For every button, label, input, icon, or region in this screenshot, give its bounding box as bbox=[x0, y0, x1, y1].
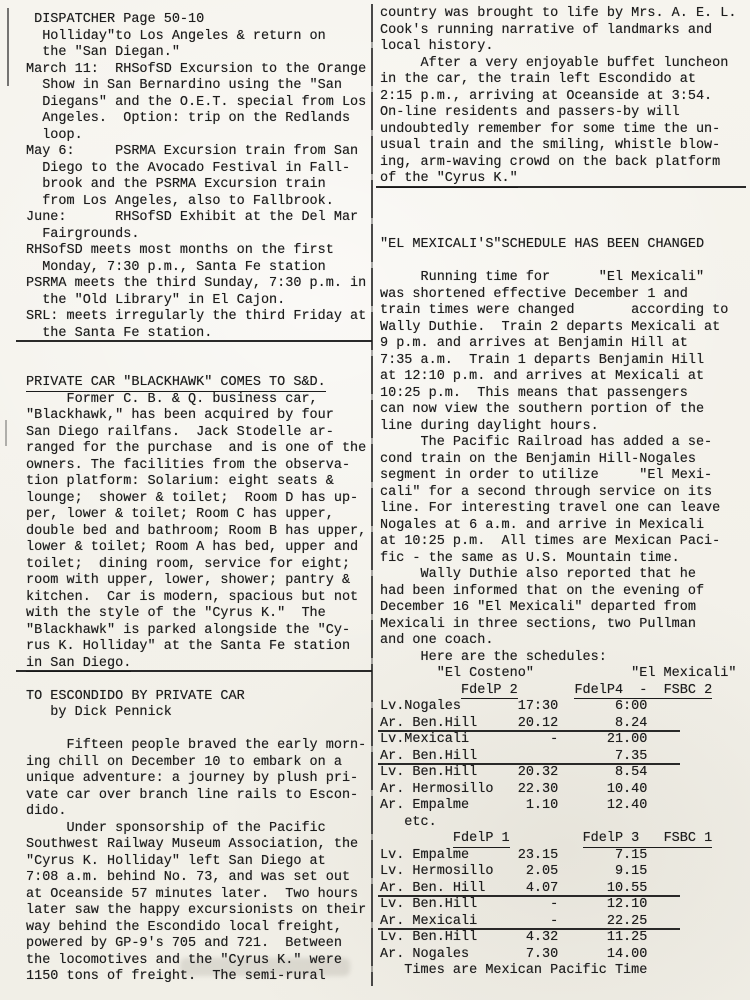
text-segment: "El Costeno" bbox=[436, 666, 534, 681]
text-line: Cook's running narrative of landmarks and bbox=[380, 22, 713, 38]
table-footer: Times are Mexican Pacific Time bbox=[380, 963, 648, 978]
text-line: line during daylight hours. bbox=[380, 418, 599, 434]
text-line: Mexicali in three sections, two Pullman bbox=[380, 616, 696, 632]
underlined-text: FdelP 1 bbox=[452, 831, 510, 846]
text-line: Fairgrounds. bbox=[26, 226, 140, 242]
text-line: with the style of the "Cyrus K." The bbox=[26, 606, 326, 621]
text-line: fic - the same as U.S. Mountain time. bbox=[380, 550, 680, 566]
schedule-row: Ar. Mexicali - 22.25 bbox=[380, 914, 746, 931]
schedule-table-return-trains bbox=[380, 831, 746, 980]
text-line: dido. bbox=[26, 804, 67, 819]
text-line: Under sponsorship of the Pacific bbox=[26, 820, 326, 836]
table-title-row bbox=[380, 666, 746, 683]
underlined-text: FdelP 3 FSBC 1 bbox=[582, 831, 713, 846]
underlined-text: FdelP4 - FSBC 2 bbox=[574, 682, 713, 698]
text-line: toilet; dining room, service for eight; bbox=[26, 556, 351, 572]
text-line: Holliday"to Los Angeles & return on bbox=[26, 28, 326, 44]
text-line: room with upper, lower, shower; pantry & bbox=[26, 573, 351, 588]
table-note: etc. bbox=[380, 814, 437, 830]
text-segment bbox=[534, 666, 631, 681]
text-line: Wally Duthie. Train 2 departs Mexicali at bbox=[380, 319, 721, 335]
text-line: owners. The facilities from the observa- bbox=[26, 457, 351, 473]
text-line bbox=[380, 171, 746, 188]
text-line: Nogales at 6 a.m. and arrive in Mexicali bbox=[380, 517, 705, 533]
text-line: June: RHSofSD Exhibit at the Del Mar bbox=[26, 210, 359, 225]
text-line: country was brought to life by Mrs. A. E. L. bbox=[380, 6, 737, 21]
text-segment: "El Mexicali" bbox=[631, 666, 737, 681]
text-line: "Blackhawk" is parked alongside the "Cy- bbox=[26, 622, 351, 638]
text-line: line. For interesting travel one can leave bbox=[380, 501, 721, 516]
text-line: December 16 "El Mexicali" departed from bbox=[380, 600, 696, 615]
text-line bbox=[26, 342, 372, 359]
text-line: segment in order to utilize "El Mexi- bbox=[380, 468, 713, 483]
text-line: later saw the happy excursionists on their bbox=[26, 903, 367, 918]
schedule-row: Ar. Ben.Hill 20.12 8.24 bbox=[380, 716, 746, 733]
underlined-text: FdelP 2 bbox=[461, 682, 518, 698]
text-line: Southwest Railway Museum Association, the bbox=[26, 837, 359, 852]
text-line: and one coach. bbox=[380, 633, 494, 648]
text-line: Here are the schedules: bbox=[380, 649, 607, 665]
text-line: San Diego railfans. Jack Stodelle ar- bbox=[26, 424, 334, 440]
text-line: from Los Angeles, also to Fallbrook. bbox=[26, 193, 334, 209]
schedule-row: Lv.Nogales 17:30 6:00 bbox=[380, 699, 648, 714]
text-line: at 12:10 p.m. and arrives at Mexicali at bbox=[380, 369, 705, 384]
table-header-row bbox=[380, 831, 746, 848]
text-line: Diego to the Avocado Festival in Fall- bbox=[26, 160, 351, 176]
text-line: 1150 tons of freight. The semi-rural bbox=[26, 969, 326, 984]
text-line bbox=[380, 221, 746, 238]
text-line: way behind the Escondido local freight, bbox=[26, 919, 342, 935]
text-line: the Santa Fe station. bbox=[26, 326, 372, 343]
text-line: cali" for a second through service on its bbox=[380, 484, 713, 500]
scan-artifact bbox=[7, 8, 9, 86]
text-line bbox=[380, 254, 746, 271]
right-column bbox=[380, 6, 746, 980]
text-line: 9 p.m. and arrives at Benjamin Hill at bbox=[380, 336, 688, 351]
underlined-text: of the "Cyrus K." bbox=[380, 171, 518, 186]
text-line: On-line residents and passers-by will bbox=[380, 105, 680, 120]
schedule-row: Ar. Ben.Hill 7.35 bbox=[380, 749, 746, 766]
text-line: usual train and the smiling, whistle blow- bbox=[380, 138, 721, 153]
text-line: Monday, 7:30 p.m., Santa Fe station bbox=[26, 259, 326, 275]
text-line: brook and the PSRMA Excursion train bbox=[26, 177, 326, 192]
section-heading: TO ESCONDIDO BY PRIVATE CAR bbox=[26, 688, 245, 704]
text-line: the "San Diegan." bbox=[26, 45, 180, 60]
text-line: the locomotives and the "Cyrus K." were bbox=[26, 952, 342, 968]
schedule-row: Lv.Mexicali - 21.00 bbox=[380, 732, 648, 747]
text-line bbox=[26, 722, 372, 739]
text-line: SRL: meets irregularly the third Friday at bbox=[26, 309, 367, 324]
text-line: train times were changed according to bbox=[380, 303, 729, 318]
text-line bbox=[380, 188, 746, 205]
text-line: "Blackhawk," has been acquired by four bbox=[26, 408, 334, 423]
text-line: at Oceanside 57 minutes later. Two hours bbox=[26, 886, 359, 902]
text-line: cond train on the Benjamin Hill-Nogales bbox=[380, 451, 696, 467]
text-line: lounge; shower & toilet; Room D has up- bbox=[26, 490, 359, 506]
text-line: Former C. B. & Q. business car, bbox=[26, 391, 318, 407]
text-line: kitchen. Car is modern, spacious but not bbox=[26, 589, 359, 605]
text-line bbox=[26, 359, 372, 376]
text-line: Angeles. Option: trip on the Redlands bbox=[26, 111, 351, 126]
text-line: powered by GP-9's 705 and 721. Between bbox=[26, 936, 342, 951]
schedule-row: Lv. Hermosillo 2.05 9.15 bbox=[380, 864, 648, 879]
text-line: vate car over branch line rails to Escon- bbox=[26, 787, 359, 803]
text-line: was shortened effective December 1 and bbox=[380, 286, 688, 302]
text-line: lower & toilet; Room A has bed, upper and bbox=[26, 540, 359, 555]
schedule-row: Lv. Empalme 23.15 7.15 bbox=[380, 847, 648, 863]
text-line: can now view the southern portion of the bbox=[380, 402, 705, 417]
schedule-row: Lv. Ben.Hill 4.32 11.25 bbox=[380, 930, 648, 945]
text-line bbox=[26, 672, 372, 689]
text-line bbox=[380, 204, 746, 221]
text-segment bbox=[380, 666, 437, 681]
text-line: PSRMA meets the third Sunday, 7:30 p.m. in bbox=[26, 276, 367, 291]
scan-artifact bbox=[5, 420, 7, 446]
text-line: local history. bbox=[380, 39, 494, 54]
schedule-row: Ar. Hermosillo 22.30 10.40 bbox=[380, 781, 648, 797]
section-heading bbox=[26, 375, 372, 392]
text-line: undoubtedly remember for some time the un- bbox=[380, 121, 721, 137]
schedule-table-el-costeno-el-mexicali bbox=[380, 666, 746, 831]
text-segment bbox=[518, 683, 575, 698]
text-line: After a very enjoyable buffet luncheon bbox=[380, 55, 729, 71]
text-line: ing chill on December 10 to embark on a bbox=[26, 754, 342, 770]
table-header-row bbox=[380, 683, 746, 700]
text-line: rus K. Holliday" at the Santa Fe station bbox=[26, 639, 351, 654]
text-line bbox=[26, 656, 372, 673]
text-line: Fifteen people braved the early morn- bbox=[26, 738, 367, 753]
text-segment bbox=[380, 683, 461, 698]
schedule-row: Lv. Ben.Hill - 12.10 bbox=[380, 897, 648, 912]
text-line: the "Old Library" in El Cajon. bbox=[26, 292, 286, 308]
text-line: in the car, the train left Escondido at bbox=[380, 72, 696, 87]
underlined-text: in San Diego. bbox=[26, 655, 132, 671]
text-line: tion platform: Solarium: eight seats & bbox=[26, 474, 334, 489]
text-line: May 6: PSRMA Excursion train from San bbox=[26, 144, 359, 159]
text-line: double bed and bathroom; Room B has upper, bbox=[26, 523, 367, 539]
text-line: March 11: RHSofSD Excursion to the Orange bbox=[26, 61, 367, 77]
text-line: 7:35 a.m. Train 1 departs Benjamin Hill bbox=[380, 352, 705, 368]
underlined-text: PRIVATE CAR "BLACKHAWK" COMES TO S&D. bbox=[26, 375, 326, 390]
text-line: Running time for "El Mexicali" bbox=[380, 270, 705, 285]
left-column bbox=[26, 12, 372, 986]
text-line: Wally Duthie also reported that he bbox=[380, 567, 696, 582]
schedule-row: Ar. Nogales 7.30 14.00 bbox=[380, 946, 648, 962]
text-line: ranged for the purchase and is one of the bbox=[26, 441, 367, 456]
text-line: Diegans" and the O.E.T. special from Los bbox=[26, 94, 367, 110]
text-line: loop. bbox=[26, 127, 83, 143]
text-line: 7:08 a.m. behind No. 73, and was set out bbox=[26, 870, 351, 885]
text-segment bbox=[380, 831, 453, 846]
text-line: RHSofSD meets most months on the first bbox=[26, 243, 334, 258]
text-line: at 10:25 p.m. All times are Mexican Paci- bbox=[380, 534, 721, 549]
text-line: 10:25 p.m. This means that passengers bbox=[380, 385, 688, 401]
text-line: per, lower & toilet; Room C has upper, bbox=[26, 507, 334, 522]
text-line: The Pacific Railroad has added a se- bbox=[380, 435, 713, 450]
text-line: 2:15 p.m., arriving at Oceanside at 3:54. bbox=[380, 88, 713, 104]
schedule-row: Lv. Ben.Hill 20.32 8.54 bbox=[380, 765, 648, 780]
byline: by Dick Pennick bbox=[26, 705, 172, 720]
text-line: Show in San Bernardino using the "San bbox=[26, 78, 342, 93]
text-line: unique adventure: a journey by plush pri- bbox=[26, 771, 359, 786]
page-header: DISPATCHER Page 50-10 bbox=[26, 12, 205, 27]
schedule-row: Ar. Ben. Hill 4.07 10.55 bbox=[380, 881, 746, 898]
text-line: "Cyrus K. Holliday" left San Diego at bbox=[26, 853, 326, 869]
text-segment bbox=[510, 831, 583, 846]
section-heading: "EL MEXICALI'S"SCHEDULE HAS BEEN CHANGED bbox=[380, 237, 705, 252]
text-line: ing, arm-waving crowd on the back platform bbox=[380, 154, 721, 170]
text-line: had been informed that on the evening of bbox=[380, 583, 705, 599]
schedule-row: Ar. Empalme 1.10 12.40 bbox=[380, 798, 648, 813]
